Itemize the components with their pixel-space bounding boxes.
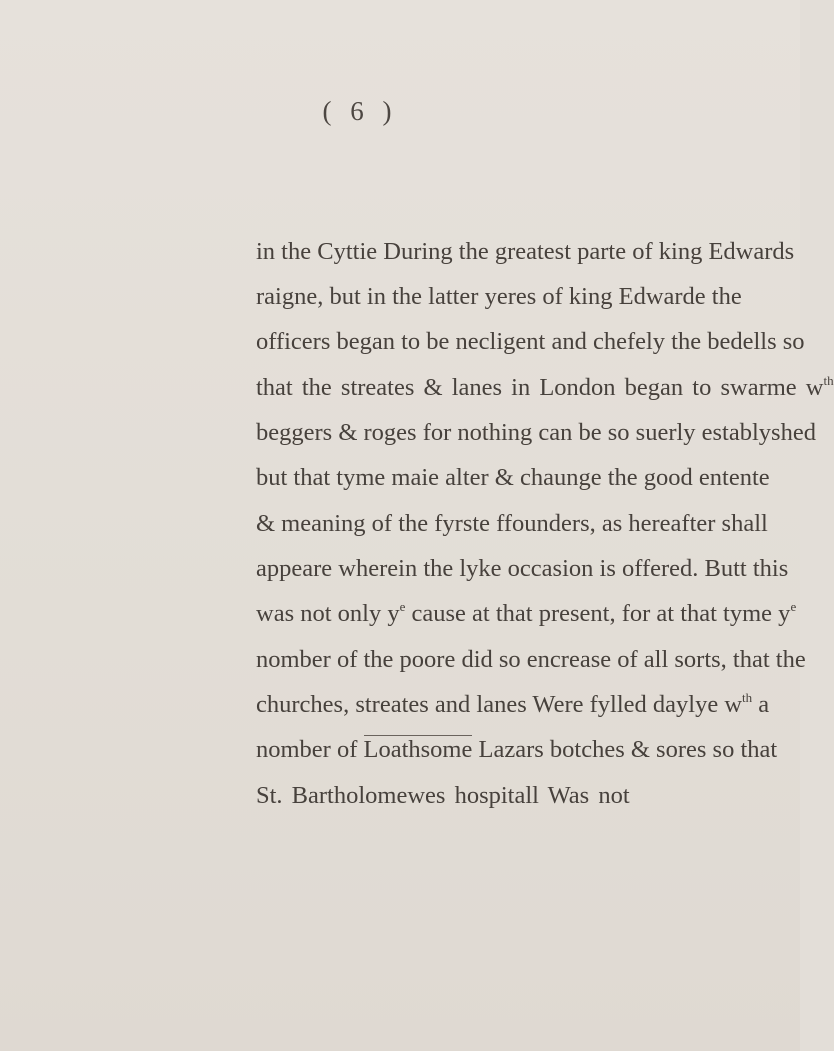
- text-line-10: [256, 645, 806, 675]
- superscript: e: [399, 599, 406, 614]
- text-line-6: [256, 463, 770, 493]
- line-text: St. Bartholomewes hospitall Was not: [256, 782, 630, 809]
- line-text: that the streates & lanes in London began to swarme w: [256, 374, 824, 401]
- text-line-8: [256, 554, 789, 584]
- line-text: Lazars botches & sores so that: [472, 736, 778, 763]
- overlined-word: Loathsome: [363, 736, 473, 763]
- line-text: nomber of: [256, 736, 364, 763]
- page-number: ( 6 ): [322, 96, 398, 126]
- text-line-12: [256, 735, 778, 765]
- superscript: th: [742, 690, 753, 705]
- text-line-9: [256, 599, 797, 629]
- line-text: churches, streates and lanes Were fylled daylye w: [256, 691, 743, 718]
- line-text: cause at that present, for at that tyme y: [405, 600, 791, 627]
- text-line-13: [256, 781, 630, 811]
- line-text: appeare wherein the lyke occasion is offered. Butt this: [256, 555, 789, 582]
- superscript: th: [823, 373, 834, 388]
- text-line-3: [256, 327, 805, 357]
- text-line-1: [256, 237, 795, 267]
- line-text: beggers & roges for nothing can be so suerly establyshed: [256, 419, 816, 446]
- text-line-4: [256, 373, 834, 403]
- line-text: officers began to be necligent and chefely the bedells so: [256, 328, 805, 355]
- line-text: in the Cyttie During the greatest parte of king Edwards: [256, 238, 795, 265]
- line-text: was not only y: [256, 600, 400, 627]
- text-line-11: [256, 690, 770, 720]
- line-text: a: [752, 691, 770, 718]
- text-line-2: [256, 282, 742, 312]
- line-text: nomber of the poore did so encrease of all sorts, that the: [256, 646, 806, 673]
- text-line-7: [256, 509, 768, 539]
- line-text: raigne, but in the latter yeres of king Edwarde the: [256, 283, 742, 310]
- line-text: but that tyme maie alter & chaunge the good entente: [256, 464, 770, 491]
- superscript: e: [790, 599, 797, 614]
- line-text: & meaning of the fyrste ffounders, as hereafter shall: [256, 510, 768, 537]
- text-line-5: [256, 418, 816, 448]
